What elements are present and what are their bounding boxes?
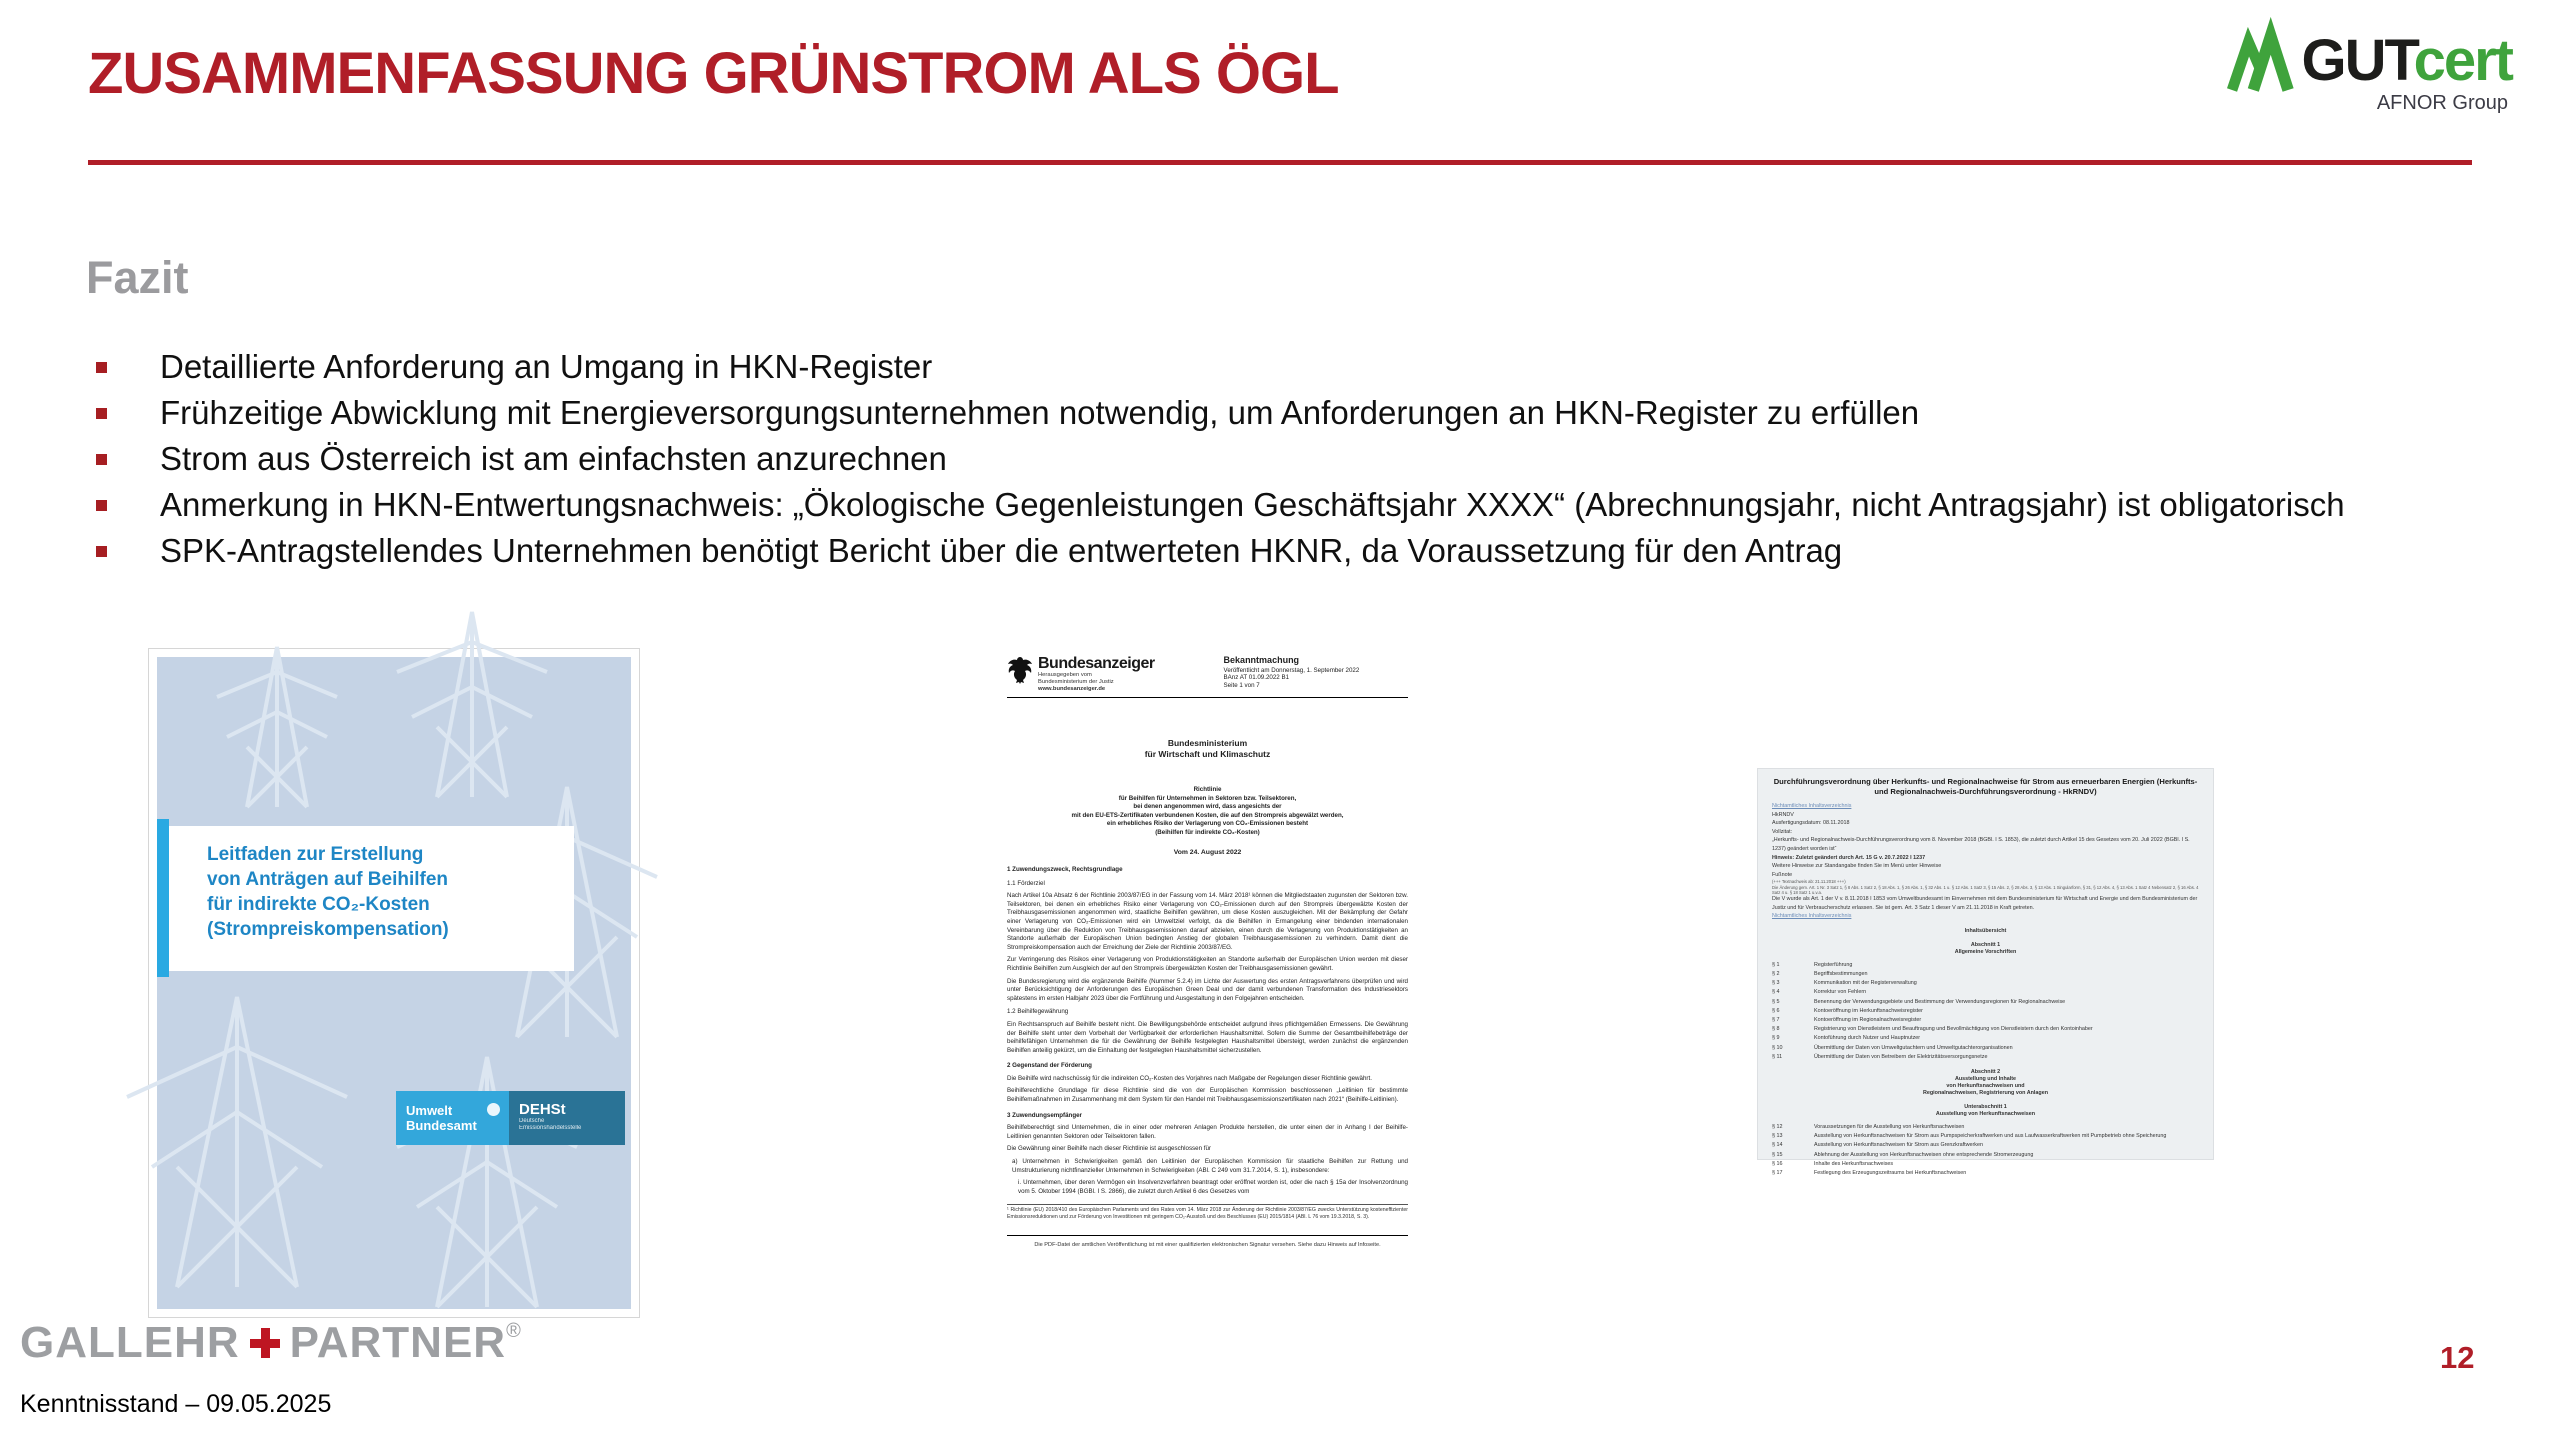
toc-section-1	[1772, 961, 2199, 1062]
toc-paragraph-number: § 4	[1772, 989, 1780, 996]
bullet-item: Frühzeitige Abwicklung mit Energieversorgungsunternehmen notwendig, um Anforderungen an HKN-Register zu erfüllen	[88, 390, 2508, 436]
toc-paragraph-number: § 9	[1772, 1035, 1780, 1042]
abschnitt-line: von Herkunftsnachweisen und	[1946, 1082, 2025, 1089]
toc-entry	[1772, 1016, 2199, 1025]
pylon-pattern-icon	[157, 657, 631, 1309]
richtlinie-date: Vom 24. August 2022	[1173, 849, 1242, 856]
dehst-name: DEHSt	[519, 1101, 566, 1118]
section-heading-fazit: Fazit	[86, 252, 189, 303]
toc-paragraph-label: Ausstellung von Herkunftsnachweisen für Strom aus Pumpspeicherkraftwerken und aus Laufwasserkraftwerken mit Pumpbetrieb ohne Speicherung	[1814, 1133, 2167, 1140]
body-block: 1 Zuwendungszweck, Rechtsgrundlage	[1007, 866, 1123, 873]
richtlinie-heading	[1007, 786, 1408, 837]
toc-paragraph-label: Begriffsbestimmungen	[1814, 970, 1868, 977]
toc-paragraph-number: § 1	[1772, 961, 1780, 968]
body-block: Die Bundesregierung wird die ergänzende Beihilfe (Nummer 5.2.4) im Lichte der Auswertung des ersten Antragsverfahrens überprüfen und wird unter Berücksichtigung der Anforderungen des Europäischen Green Deal und der damit verbundenen Transformation des Industriesektors spätestens im ersten Halbjahr 2023 über die Fortführung und Ausgestaltung in den Folgejahren entscheiden.	[1007, 977, 1408, 1002]
body-block: Die Gewährung einer Beihilfe nach dieser Richtlinie ist ausgeschlossen für	[1007, 1145, 1211, 1153]
signature-note: Die PDF-Datei der amtlichen Veröffentlichung ist mit einer qualifizierten elektronischen Signatur versehen. Siehe dazu Hinweis auf Infoseite.	[1007, 1235, 1408, 1248]
richtlinie-line: (Beihilfen für indirekte CO₂-Kosten)	[1155, 828, 1260, 836]
toc-entry	[1772, 988, 2199, 997]
cover-title-line: für indirekte CO₂-Kosten	[207, 894, 430, 915]
bekanntmachung-meta-line: Seite 1 von 7	[1223, 681, 1260, 689]
abschnitt-line: Unterabschnitt 1	[1964, 1103, 2007, 1110]
afnor-group-text: AFNOR Group	[2376, 92, 2508, 114]
toc-paragraph-label: Festlegung des Erzeugungszeitraums bei Herkunftsnachweisen	[1814, 1169, 1967, 1176]
dehst-subline: Deutsche	[519, 1118, 545, 1124]
bullet-item: Detaillierte Anforderung an Umgang in HKN-Register	[88, 344, 2508, 390]
toc-section-2	[1772, 1123, 2199, 1178]
meta-line: Weitere Hinweise zur Standangabe finden Sie im Menü unter Hinweise	[1772, 863, 1942, 870]
gallehr-partner-logo	[20, 1318, 521, 1368]
gallehr-word: GALLEHR	[20, 1318, 240, 1367]
uba-label-line: Bundesamt	[406, 1118, 477, 1133]
body-block: 1.2 Beihilfegewährung	[1007, 1008, 1069, 1016]
meta-line: Ausfertigungsdatum: 08.11.2018	[1772, 820, 1850, 827]
meta-line: Nichtamtliches Inhaltsverzeichnis	[1772, 913, 1852, 920]
toc-entry	[1772, 1123, 2199, 1132]
richtlinie-line: für Beihilfen für Unternehmen in Sektoren bzw. Teilsektoren,	[1118, 794, 1297, 802]
body-block: Beihilferechtliche Grundlage für diese Richtlinie sind die von der Europäischen Kommission beschlossenen „Leitlinien für bestimmte Beihilfemaßnahmen im Zusammenhang mit dem System für den Handel mit Treibhausgasemissionszertifikaten nach 2021“ (Beihilfe-Leitlinien).	[1007, 1087, 1408, 1104]
abschnitt-line: Abschnitt 1	[1970, 941, 2001, 948]
richtlinie-body	[1007, 866, 1408, 1196]
toc-entry	[1772, 1007, 2199, 1016]
bundesanzeiger-name: Bundesanzeiger	[1038, 655, 1155, 672]
gutcert-logo	[2172, 28, 2512, 132]
body-block: 3 Zuwendungsempfänger	[1007, 1111, 1082, 1119]
toc-entry	[1772, 1160, 2199, 1169]
tree-circle-icon	[487, 1103, 500, 1116]
footnote: ¹ Richtlinie (EU) 2018/410 des Europäischen Parlaments und des Rates vom 14. März 2018 zur Änderung der Richtlinie 2003/87/EG zwecks Unterstützung kosteneffizienter Emissionsreduktionen und zur Förderung von Investitionen mit geringem CO₂-Ausstoß und des Beschlusses (EU) 2015/1814 (ABl. L 76 vom 19.3.2018, S. 3).	[1007, 1204, 1408, 1220]
toc-paragraph-number: § 2	[1772, 970, 1780, 977]
toc-paragraph-label: Voraussetzungen für die Ausstellung von Herkunftsnachweisen	[1814, 1123, 1965, 1130]
abschnitt-line: Ausstellung von Herkunftsnachweisen	[1935, 1110, 2036, 1117]
toc-paragraph-number: § 15	[1772, 1151, 1783, 1158]
toc-entry	[1772, 1025, 2199, 1034]
abschnitt2-heading	[1772, 1069, 2199, 1097]
toc-paragraph-label: Übermittlung der Daten von Umweltgutachtern und Umweltgutachterorganisationen	[1814, 1044, 2013, 1051]
meta-line: (+++ Textnachweis ab: 21.11.2018 +++)	[1772, 879, 1846, 885]
abschnitt-line: Ausstellung und Inhalte	[1954, 1075, 2017, 1082]
toc-paragraph-label: Registerführung	[1814, 961, 1853, 968]
toc-paragraph-number: § 11	[1772, 1053, 1783, 1060]
toc-paragraph-number: § 13	[1772, 1133, 1783, 1140]
cover-title-box	[169, 826, 574, 971]
header-rule	[1007, 697, 1408, 698]
toc-entry	[1772, 1053, 2199, 1062]
bullet-item: SPK-Antragstellendes Unternehmen benötigt Bericht über die entwerteten HKNR, da Voraussetzung für den Antrag	[88, 528, 2508, 574]
toc-paragraph-label: Ausstellung von Herkunftsnachweisen für Strom aus Grenzkraftwerken	[1814, 1142, 1983, 1149]
ministry-line: Bundesministerium	[1167, 738, 1248, 748]
abschnitt-line: Abschnitt 2	[1970, 1068, 2001, 1075]
document-thumbnail-bundesanzeiger	[975, 645, 1440, 1323]
body-block: 2 Gegenstand der Förderung	[1007, 1062, 1092, 1070]
toc-paragraph-number: § 5	[1772, 998, 1780, 1005]
body-block: Nach Artikel 10a Absatz 6 der Richtlinie 2003/87/EG in der Fassung vom 14. März 2018¹ können die Mitgliedstaaten zugunsten der Sektoren bzw. Teilsektoren, bei denen ein erhebliches Risiko einer Verlagerung von CO₂-Emissionen durch auf den Strompreis übergewälzte Kosten der Treibhausgasemissionen angenommen wird, staatliche Beihilfen gewähren, um diese Kosten auszugleichen. Mit der Bekämpfung der Gefahr einer Verlagerung von CO₂-Emissionen wird ein Umweltziel verfolgt, da die Beihilfen in Ermangelung einer bindenden internationalen Vereinbarung über die Reduktion von Treibhausgasemissionen darauf abzielen, einen durch die Verlagerung von Produktionstätigkeiten an Standorte außerhalb der Europäischen Union bedingten Anstieg der globalen Treibhausgasemissionen zu verhindern. Damit dient die Strompreiskompensation auch der Erreichung der Ziele der Richtlinie 2003/87/EG.	[1007, 892, 1408, 951]
toc-paragraph-number: § 8	[1772, 1026, 1780, 1033]
federal-eagle-icon	[1007, 655, 1033, 685]
toc-entry	[1772, 979, 2199, 988]
dehst-logo	[509, 1091, 625, 1145]
hkrndv-title: Durchführungsverordnung über Herkunfts- und Regionalnachweise für Strom aus erneuerbaren Energien (Herkunfts- und Regionalnachweis-Durchführungsverordnung - HkRNDV)	[1773, 777, 2198, 796]
toc-entry	[1772, 1044, 2199, 1053]
richtlinie-line: ein erhebliches Risiko der Verlagerung von CO₂-Emissionen besteht	[1106, 820, 1309, 827]
toc-entry	[1772, 1169, 2199, 1178]
body-block: a) Unternehmen in Schwierigkeiten gemäß den Leitlinien der Europäischen Kommission für staatliche Beihilfen zur Rettung und Umstrukturierung nichtfinanzieller Unternehmen in Schwierigkeiten (ABl. C 249 vom 31.7.2014, S. 1), insbesondere:	[1012, 1158, 1408, 1174]
body-block: Zur Verringerung des Risikos einer Verlagerung von Produktionstätigkeiten an Standorte außerhalb der Europäischen Union werden mit dieser Richtlinie Beihilfen zum Ausgleich der auf den Strompreis übergewälzten Kosten der Treibhausgasemissionen gewährt.	[1007, 956, 1408, 972]
bundesanzeiger-url: www.bundesanzeiger.de	[1038, 686, 1106, 692]
body-block: Beihilfeberechtigt sind Unternehmen, die in einer oder mehreren Anlagen Produkte herstellen, die unter einen der in Anhang I der Beihilfe-Leitlinien genannten Sektoren oder Teilsektoren fallen.	[1007, 1124, 1408, 1140]
bekanntmachung-title: Bekanntmachung	[1223, 655, 1300, 665]
meta-line: Die Änderung gem. Art. 1 Nr. 3 Satz 1, § 8 Abs. 1 Satz 2, § 18 Abs. 1, § 26 Abs. 1, § 32 Abs. 1 u. § 12 Abs. 1 Satz 3, § 15 Abs. 2, § 28 Abs. 3, § 13 Abs. 1 Singularform, § 31, § 12 Abs. 4, § 13 Abs. 1 Satz 4 Nebensatz 2, § 16 Abs. 4 Satz 4 u. § 18 Satz 1 u.v.a.	[1772, 884, 2199, 895]
cover-title-line: Leitfaden zur Erstellung	[207, 844, 424, 865]
unterabschnitt1-heading	[1772, 1104, 2199, 1118]
bundesanzeiger-brand	[1007, 655, 1155, 693]
toc-paragraph-number: § 12	[1772, 1123, 1783, 1130]
body-block: 1.1 Förderziel	[1007, 879, 1045, 887]
meta-line: Die V wurde als Art. 1 der V v. 8.11.2018 I 1853 vom Umweltbundesamt im Einvernehmen mit dem Bundesministerium für Wirtschaft und Energie und dem Bundesministerium der Justiz und für Verbraucherschutz erlassen. Sie ist gem. Art. 3 Satz 1 dieser V am 21.11.2018 in Kraft getreten.	[1772, 895, 2198, 911]
double-mountain-peak-icon	[2225, 32, 2299, 90]
toc-paragraph-number: § 14	[1772, 1142, 1783, 1149]
toc-entry	[1772, 1141, 2199, 1150]
bullet-item: Anmerkung in HKN-Entwertungsnachweis: „Ökologische Gegenleistungen Geschäftsjahr XXXX“ (Abrechnungsjahr, nicht Antragsjahr) ist obligatorisch	[88, 482, 2508, 528]
page-title: ZUSAMMENFASSUNG GRÜNSTROM ALS ÖGL	[88, 41, 1339, 106]
ministry-heading	[1007, 738, 1408, 760]
toc-entry	[1772, 961, 2199, 970]
uba-label-line: Umwelt	[406, 1103, 453, 1118]
bullet-item: Strom aus Österreich ist am einfachsten anzurechnen	[88, 436, 2508, 482]
red-plus-icon	[250, 1328, 280, 1358]
toc-paragraph-label: Kontoeröffnung im Herkunftsnachweisregister	[1814, 1007, 1923, 1014]
toc-paragraph-number: § 7	[1772, 1016, 1780, 1023]
toc-entry	[1772, 1034, 2199, 1043]
toc-paragraph-label: Kommunikation mit der Registerverwaltung	[1814, 980, 1917, 987]
cover-accent-bar	[157, 819, 169, 977]
bekanntmachung-block	[1224, 655, 1408, 693]
gutcert-gut-text: GUT	[2301, 28, 2414, 93]
toc-paragraph-label: Übermittlung der Daten von Betreibern der Elektrizitätsversorgungsnetze	[1814, 1053, 1988, 1060]
meta-line: Vollzitat:	[1772, 828, 1793, 835]
meta-line: Hinweis: Zuletzt geändert durch Art. 15 G v. 20.7.2022 I 1237	[1772, 854, 1926, 861]
body-block: i. Unternehmen, über deren Vermögen ein Insolvenzverfahren beantragt oder eröffnet worden ist, oder die nach § 15a der Insolvenzordnung vom 5. Oktober 1994 (BGBl. I S. 2866), die zuletzt durch Artikel 6 des Gesetzes vom	[1018, 1179, 1408, 1195]
toc-paragraph-label: Inhalte des Herkunftsnachweises	[1814, 1160, 1894, 1167]
toc-paragraph-label: Kontoeröffnung im Regionalnachweisregister	[1814, 1016, 1922, 1023]
bekanntmachung-meta-line: Veröffentlicht am Donnerstag, 1. September 2022	[1223, 666, 1360, 674]
toc-entry	[1772, 1151, 2199, 1160]
bekanntmachung-meta-line: BAnz AT 01.09.2022 B1	[1223, 674, 1290, 681]
cover-title-line: (Strompreiskompensation)	[207, 919, 449, 940]
gutcert-wordmark	[2301, 28, 2512, 93]
registered-trademark-symbol: ®	[506, 1320, 521, 1342]
cover-title-line: von Anträgen auf Beihilfen	[207, 869, 449, 890]
abschnitt-line: Allgemeine Vorschriften	[1954, 948, 2017, 955]
bundesanzeiger-subline: Bundesministerium der Justiz	[1038, 679, 1114, 685]
toc-paragraph-label: Ablehnung der Ausstellung von Herkunftsnachweisen ohne entsprechende Stromerzeugung	[1814, 1151, 2034, 1158]
body-block: Ein Rechtsanspruch auf Beihilfe besteht nicht. Die Bewilligungsbehörde entscheidet aufgrund ihres pflichtgemäßen Ermessens. Die Gewährung der Beihilfe steht unter dem Vorbehalt der Verfügbarkeit der erforderlichen Haushaltsmittel. Sofern die Summe der Gesamtbeihilfebeträge der beihilfefähigen Unternehmen die für die Gewährung der Beihilfe festgelegten Haushaltsmittel übersteigt, werden zunächst die ergänzenden Beihilfen anteilig gekürzt, um die Einhaltung der festgelegten Haushaltsmittel sicherzustellen.	[1007, 1020, 1408, 1054]
document-thumbnail-leitfaden	[148, 648, 640, 1318]
toc-entry	[1772, 998, 2199, 1007]
meta-line: Fußnote	[1772, 871, 1793, 878]
knowledge-date-note: Kenntnisstand – 09.05.2025	[20, 1390, 332, 1418]
toc-paragraph-label: Korrektur von Fehlern	[1814, 989, 1867, 996]
document-thumbnail-hkrndv	[1757, 768, 2214, 1176]
cover-logo-band	[396, 1091, 625, 1145]
body-block: Die Beihilfe wird nachschüssig für die indirekten CO₂-Kosten des Vorjahres nach Maßgabe der Regelungen dieser Richtlinie gewährt.	[1007, 1074, 1372, 1082]
toc-paragraph-number: § 10	[1772, 1044, 1783, 1051]
toc-paragraph-number: § 16	[1772, 1160, 1783, 1167]
page-number: 12	[2440, 1340, 2475, 1375]
richtlinie-line: bei denen angenommen wird, dass angesichts der	[1133, 803, 1282, 810]
toc-paragraph-label: Benennung der Verwendungsgebiete und Bestimmung der Verwendungsregionen für Regionalnachweise	[1814, 998, 2066, 1005]
meta-line: Nichtamtliches Inhaltsverzeichnis	[1772, 803, 1852, 809]
toc-entry	[1772, 970, 2199, 979]
richtlinie-line: Richtlinie	[1193, 786, 1222, 793]
ministry-line: für Wirtschaft und Klimaschutz	[1144, 749, 1271, 759]
toc-paragraph-number: § 17	[1772, 1169, 1783, 1176]
meta-line: HkRNDV	[1772, 811, 1794, 818]
hkrndv-meta	[1772, 802, 2199, 921]
abschnitt-line: Regionalnachweisen, Registrierung von Anlagen	[1922, 1089, 2048, 1096]
umweltbundesamt-logo	[396, 1091, 509, 1145]
richtlinie-line: mit den EU-ETS-Zertifikaten verbundenen Kosten, die auf den Strompreis abgewälzt werden,	[1071, 811, 1344, 819]
toc-paragraph-label: Kontoführung durch Nutzer und Hauptnutzer	[1814, 1035, 1921, 1042]
partner-word: PARTNER	[289, 1318, 507, 1367]
toc-entry	[1772, 1132, 2199, 1141]
conclusion-bullet-list	[88, 344, 2508, 574]
gutcert-cert-text: cert	[2413, 28, 2512, 93]
bundesanzeiger-header	[1007, 655, 1408, 693]
dehst-subline: Emissionshandelsstelle	[519, 1125, 582, 1131]
toc-paragraph-number: § 6	[1772, 1007, 1780, 1014]
toc-paragraph-number: § 3	[1772, 980, 1780, 987]
abschnitt1-heading	[1772, 942, 2199, 956]
inhaltsuebersicht-heading: Inhaltsübersicht	[1964, 927, 2007, 934]
title-divider-line	[88, 160, 2472, 165]
toc-paragraph-label: Registrierung von Dienstleistern und Beauftragung und Bevollmächtigung von Dienstleistern durch den Kontoinhaber	[1814, 1026, 2093, 1033]
leitfaden-cover	[157, 657, 631, 1309]
bundesanzeiger-subline: Herausgegeben vom	[1038, 672, 1092, 678]
meta-line: „Herkunfts- und Regionalnachweis-Durchführungsverordnung vom 8. November 2018 (BGBl. I S. 1853), die zuletzt durch Artikel 15 des Gesetzes vom 20. Juli 2022 (BGBl. I S. 1237) geändert worden ist“	[1772, 837, 2190, 852]
